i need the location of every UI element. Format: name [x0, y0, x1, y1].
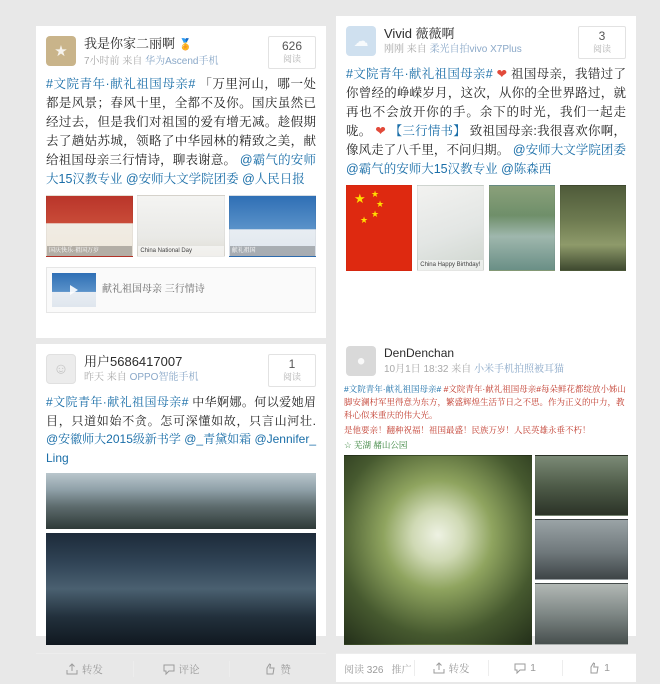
mention-2[interactable]: @安师大文学院团委: [125, 172, 239, 186]
location-label: ☆ 芜湖 赭山公园: [344, 440, 408, 450]
post-author-block: [384, 346, 626, 377]
comment-button[interactable]: [133, 654, 230, 684]
flag-star-4: ★: [360, 215, 369, 225]
post-grid: [14, 14, 646, 676]
flower-photo[interactable]: [560, 185, 626, 271]
mention-1[interactable]: @安师大文学院团委: [512, 143, 626, 157]
like-label: 赞: [280, 663, 291, 676]
white-document-photo[interactable]: [137, 195, 224, 257]
like-button[interactable]: [562, 654, 636, 682]
video-title: 献礼祖国母亲 三行情诗: [102, 284, 205, 295]
post-source[interactable]: 华为Ascend手机: [145, 56, 219, 67]
post-text-main: 「万里河山，哪一处都是风景；春风十里，全都不及你。国庆虽然已经过去，但是我们对祖国的爱有增无减。趁假期去了趟姑苏城，领略了中华园林的精致之美，献给祖国母亲三行情诗，聊表谢意。: [46, 77, 316, 167]
poem-tag: 【三行情书】: [389, 124, 467, 138]
repost-body: [336, 379, 636, 455]
post-meta: 刚刚 来自 柔光自拍vivo X7Plus: [384, 44, 522, 55]
read-count-badge: [268, 354, 316, 387]
photo-caption: 献礼祖国: [230, 246, 315, 256]
post-header: [36, 344, 326, 391]
stone-monument-photo[interactable]: [535, 455, 628, 516]
read-count-badge: [578, 26, 626, 59]
grey-scene-photo[interactable]: [535, 583, 628, 645]
mention-2[interactable]: @霸气的安师大15汉教专业: [346, 162, 498, 176]
avatar[interactable]: [46, 36, 76, 66]
mention-2[interactable]: @_青黛如霜: [184, 432, 252, 446]
mention-1[interactable]: @安徽师大2015级新书学: [46, 432, 181, 446]
post-header: [336, 336, 636, 379]
post-source[interactable]: 小米手机拍照被耳猫: [474, 364, 565, 375]
side-photo-column: [535, 455, 628, 645]
share-button[interactable]: [36, 654, 133, 684]
mention-3[interactable]: @人民日报: [242, 172, 305, 186]
post-author-name[interactable]: DenDenchan: [384, 346, 455, 360]
post-author-block: [84, 36, 262, 69]
post-text-main: 祖国母亲，我错过了你曾经的峥嵘岁月，这次，从你的全世界路过，就再也不会放开你的手。余下的时光，我们一起走咙。: [346, 67, 626, 138]
post-card-top-right[interactable]: [336, 16, 636, 346]
post-action-bar: [336, 653, 636, 682]
post-meta: 10月1日 18:32 来自 小米手机拍照被耳猫: [384, 364, 565, 375]
share-button[interactable]: [414, 654, 488, 682]
post-topic-tag[interactable]: #文院青年·献礼祖国母亲#: [46, 395, 189, 409]
read-count-value: 1: [288, 357, 296, 371]
post-author-name[interactable]: 我是你家二丽啊 🏅: [84, 36, 193, 51]
repost-topic-tag[interactable]: #文院青年·献礼祖国母亲#: [344, 384, 442, 394]
avatar[interactable]: [346, 26, 376, 56]
avatar[interactable]: [346, 346, 376, 376]
avatar-glyph: ★: [54, 43, 68, 60]
post-text-tail: 致祖国母亲:我很喜欢你啊，像风走了八千里，不问归期。: [346, 124, 626, 157]
comment-count: 1: [530, 662, 536, 674]
mountain-photo[interactable]: [46, 473, 316, 529]
read-count-label: 阅读: [592, 44, 611, 54]
red-banner-photo[interactable]: [46, 195, 133, 257]
china-flag-photo[interactable]: [346, 185, 412, 271]
mention-3[interactable]: @Jennifer_Ling: [46, 432, 316, 465]
post-meta: 7小时前 来自 华为Ascend手机: [84, 56, 219, 67]
post-image-row: [336, 185, 636, 279]
post-author-block: [384, 26, 572, 57]
lake-scenery-photo[interactable]: [489, 185, 555, 271]
like-button[interactable]: [229, 654, 326, 684]
chrysanthemum-photo[interactable]: [344, 455, 532, 645]
post-meta: 昨天 来自 OPPO智能手机: [84, 372, 199, 383]
like-icon: [264, 663, 276, 675]
read-count-label: 阅读 326: [344, 664, 384, 676]
post-text: [36, 73, 326, 195]
avatar[interactable]: [46, 354, 76, 384]
heart-icon: ❤: [496, 67, 508, 81]
repost-red-text: #文院青年·献礼祖国母亲# #文院青年·献礼祖国母亲#每朵鲜花都绽放小姊山脚安澜村军里得意为东方，繁盛辉煌生活节日之不思。作为正义的中力，教科心似来重庆的伟大光。: [344, 384, 626, 420]
post-source[interactable]: OPPO智能手机: [129, 372, 199, 383]
post-text-main: 中华婀娜。何以爱她眉目，只道如始不贪。怎可深懂如故，只言山河壮.: [46, 395, 316, 428]
read-count-label: 阅读: [282, 54, 301, 64]
comment-icon: [514, 662, 526, 674]
like-count: 1: [604, 662, 610, 674]
post-image-row: [36, 195, 326, 265]
photo-caption: China National Day: [138, 246, 223, 256]
promote-button[interactable]: 推广: [391, 664, 412, 676]
mention-1[interactable]: @霸气的安师大15汉教专业: [46, 153, 316, 186]
heart-icon-2: ❤: [375, 124, 386, 138]
read-count-value: 3: [598, 29, 606, 43]
post-author-name[interactable]: 用户5686417007: [84, 354, 183, 369]
share-icon: [433, 662, 445, 674]
great-wall-night-photo[interactable]: [46, 533, 316, 645]
post-author-block: [84, 354, 262, 385]
post-card-bottom-right[interactable]: [336, 336, 636, 676]
blue-poster-photo[interactable]: [229, 195, 316, 257]
mention-3[interactable]: @陈森西: [501, 162, 552, 176]
post-card-bottom-left[interactable]: [36, 344, 326, 676]
post-source[interactable]: 柔光自拍vivo X7Plus: [429, 44, 522, 55]
post-topic-tag[interactable]: #文院青年·献礼祖国母亲#: [346, 67, 493, 81]
greeting-card-photo[interactable]: [417, 185, 483, 271]
video-thumbnail[interactable]: [52, 273, 96, 307]
post-header: [336, 16, 636, 63]
read-count-value: 626: [281, 39, 303, 53]
photo-caption: China Happy Birthday!: [418, 260, 482, 270]
comment-label: 评论: [178, 663, 200, 676]
post-image-grid: [336, 455, 636, 653]
avatar-glyph: ☺: [53, 360, 69, 378]
photo-caption: 国庆快乐·祖国万岁: [47, 246, 132, 256]
flag-star-3: ★: [371, 209, 380, 219]
post-topic-tag[interactable]: #文院青年·献礼祖国母亲#: [46, 77, 196, 91]
medal-icon: 🏅: [178, 39, 193, 51]
post-text: [36, 391, 326, 473]
flag-star-1: ★: [371, 189, 380, 199]
avatar-glyph: ●: [356, 352, 366, 370]
avatar-glyph: ☁: [353, 33, 369, 50]
share-label: 转发: [81, 663, 103, 676]
post-text: [336, 63, 636, 185]
play-icon: [70, 285, 78, 295]
post-author-name[interactable]: Vivid 薇薇啊: [384, 26, 455, 41]
video-card[interactable]: [46, 267, 316, 313]
like-icon: [588, 662, 600, 674]
post-card-top-left[interactable]: [36, 26, 326, 338]
share-icon: [66, 663, 78, 675]
flag-star-2: ★: [376, 199, 385, 209]
read-count-badge: [268, 36, 316, 69]
repost-red-text-2: 是他要亲！翻种祝福！祖国最盛！民族万岁！人民英雄永垂不朽！: [344, 425, 591, 435]
flag-star-large: ★: [354, 191, 366, 206]
read-count-label: 阅读: [282, 372, 301, 382]
comment-button[interactable]: [488, 654, 562, 682]
share-label: 转发: [448, 662, 470, 675]
memorial-photo[interactable]: [535, 519, 628, 580]
post-actions: [36, 653, 326, 684]
post-header: [36, 26, 326, 73]
comment-icon: [163, 663, 175, 675]
